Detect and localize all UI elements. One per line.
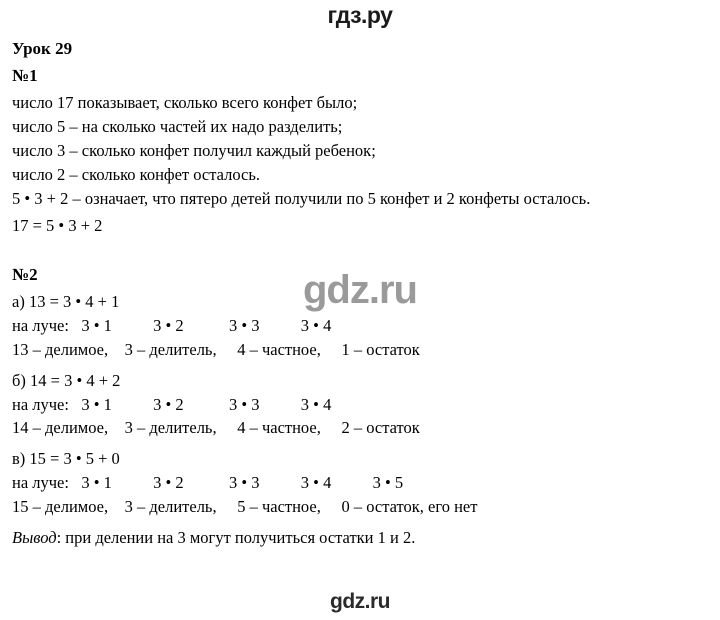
task-2-item-2-ray: на луче: 3 • 1 3 • 2 3 • 3 3 • 4 bbox=[12, 394, 332, 414]
task-2-item-3-ray: на луче: 3 • 1 3 • 2 3 • 3 3 • 4 3 • 5 bbox=[12, 473, 404, 493]
spacer bbox=[12, 251, 712, 264]
conclusion bbox=[12, 526, 712, 550]
task-1-explanation: 5 • 3 + 2 – означает, что пятеро детей получили по 5 конфет и 2 конфеты осталось. bbox=[12, 188, 591, 208]
site-logo-top bbox=[0, 2, 720, 29]
task-2-item-1-ray: на луче: 3 • 1 3 • 2 3 • 3 3 • 4 bbox=[12, 315, 332, 335]
task-1-line-2: число 5 – на сколько частей их надо разделить; bbox=[12, 117, 343, 137]
task-1-line-1: число 17 показывает, сколько всего конфет было; bbox=[12, 93, 358, 113]
task-1-number: №1 bbox=[12, 66, 38, 86]
site-logo-bottom-text: gdz.ru bbox=[330, 590, 390, 613]
site-logo-top-text: гдз.ру bbox=[327, 2, 393, 28]
task-2-item-3-terms: 15 – делимое, 3 – делитель, 5 – частное, 0 – остаток, его нет bbox=[12, 497, 478, 517]
site-logo-bottom bbox=[0, 590, 720, 614]
task-2-item bbox=[12, 369, 712, 441]
conclusion-label: Вывод bbox=[12, 528, 57, 548]
task-2-item bbox=[12, 290, 712, 362]
task-2-item bbox=[12, 447, 712, 519]
document-content bbox=[12, 38, 712, 550]
task-1-line-4: число 2 – сколько конфет осталось. bbox=[12, 164, 260, 184]
spacer bbox=[12, 238, 712, 251]
task-2-item-1-terms: 13 – делимое, 3 – делитель, 4 – частное, 1 – остаток bbox=[12, 339, 420, 359]
task-2-item-2-terms: 14 – делимое, 3 – делитель, 4 – частное, 2 – остаток bbox=[12, 418, 420, 438]
task-2-item-3-equation: в) 15 = 3 • 5 + 0 bbox=[12, 449, 120, 469]
task-1-equation: 17 = 5 • 3 + 2 bbox=[12, 215, 103, 235]
task-2-number: №2 bbox=[12, 264, 38, 284]
task-1-line-3: число 3 – сколько конфет получил каждый ребенок; bbox=[12, 141, 376, 161]
watermark-text: gdz.ru bbox=[303, 268, 417, 312]
task-2-item-2-equation: б) 14 = 3 • 4 + 2 bbox=[12, 370, 121, 390]
page-title: Урок 29 bbox=[12, 39, 73, 58]
conclusion-text: : при делении на 3 могут получиться остатки 1 и 2. bbox=[56, 528, 416, 548]
task-2-item-1-equation: а) 13 = 3 • 4 + 1 bbox=[12, 291, 120, 311]
